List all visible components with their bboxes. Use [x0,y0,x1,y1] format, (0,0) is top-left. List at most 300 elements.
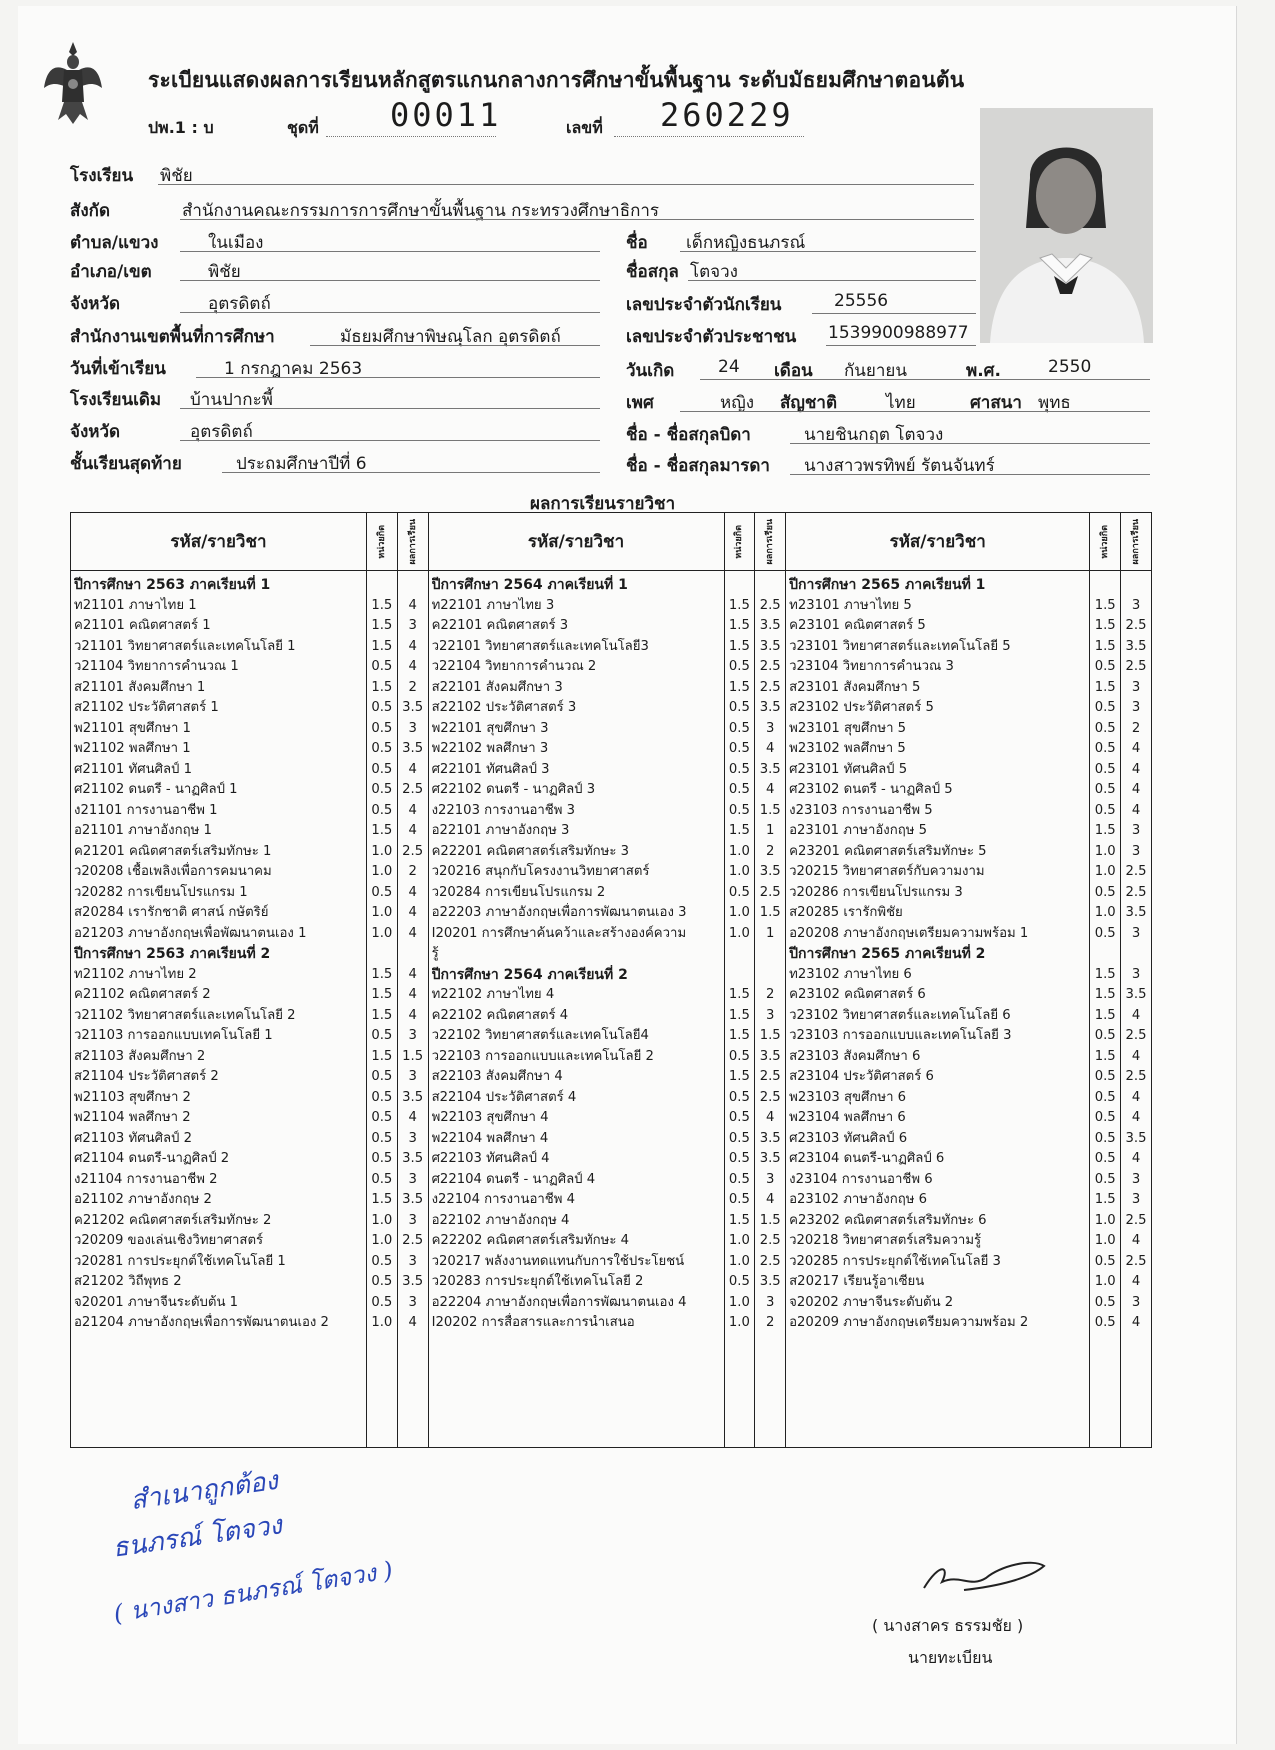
subject-entry: ว20284 การเขียนโปรแกรม 2 [431,884,606,900]
subject-entry: ส22101 สังคมศึกษา 3 [431,679,563,695]
district-value: พิชัย [208,262,241,282]
grade-value: 1 [766,823,775,838]
term-heading [1121,575,1151,596]
grade-value: 3 [408,1130,417,1146]
term-heading: ปีการศึกษา 2565 ภาคเรียนที่ 1 [789,577,986,593]
grade-value: 4 [408,1110,417,1125]
subject-entry: ง23104 การงานอาชีพ 6 [789,1171,933,1187]
area-label: สำนักงานเขตพื้นที่การศึกษา [70,327,275,347]
credits-col-3 [1090,571,1121,1448]
prev-province-label: จังหวัด [70,422,121,442]
prev-province-value: อุตรดิตถ์ [190,422,253,442]
credit-value: 1.5 [728,987,750,1002]
surname-value: โตจวง [690,262,738,282]
credit-value: 1.5 [728,679,750,695]
grades-col-3 [1121,571,1152,1448]
credit-value: 1.0 [728,1253,750,1269]
credit-value: 0.5 [1094,1253,1116,1269]
credit-value: 0.5 [1094,884,1116,900]
term-heading [398,944,428,965]
district-label: อำเภอ/เขต [70,262,152,282]
subject-entry: ส21202 วิถีพุทธ 2 [74,1274,182,1289]
col-header-credit: หน่วยกิต [734,524,745,559]
grade-value: 3 [408,1294,417,1310]
subject-entry: ท22102 ภาษาไทย 4 [431,987,555,1002]
grade-value: 3 [408,618,417,633]
grade-value: 3 [1131,925,1141,941]
subject-entry: ว23102 วิทยาศาสตร์และเทคโนโลยี 6 [789,1007,1011,1023]
credit-value: 0.5 [1094,1089,1116,1105]
grade-value: 3.5 [759,1274,781,1289]
set-number: 00011 [390,96,502,134]
grade-value: 4 [1131,782,1141,797]
credit-value: 0.5 [728,1048,750,1064]
grade-value: 3.5 [1125,987,1147,1002]
subject-entry: ศ22104 ดนตรี - นาฏศิลป์ 4 [431,1171,596,1187]
subject-entry: ส21103 สังคมศึกษา 2 [74,1048,206,1064]
school-value: พิชัย [160,166,193,186]
grade-value: 4 [1131,1007,1141,1023]
birth-year-label: พ.ศ. [966,361,1001,381]
grade-value: 3.5 [759,761,781,777]
subjects-col-2 [428,571,724,1448]
subject-entry: อ22102 ภาษาอังกฤษ 4 [431,1212,570,1228]
subject-entry: ว20216 สนุกกับโครงงานวิทยาศาสตร์ [431,864,650,879]
subject-entry: อ21101 ภาษาอังกฤษ 1 [74,823,212,838]
subject-entry: พ22102 พลศึกษา 3 [431,741,549,756]
credit-value: 1.0 [371,1315,393,1330]
grade-value: 4 [408,925,417,941]
grade-value: 4 [408,597,417,613]
credit-value: 1.0 [728,1315,750,1330]
grade-value: 1.5 [759,802,781,818]
credit-value: 1.5 [1094,1192,1116,1207]
credit-value: 0.5 [728,659,750,674]
subject-entry: ว20209 ของเล่นเชิงวิทยาศาสตร์ [74,1233,264,1248]
subject-entry: ค23202 คณิตศาสตร์เสริมทักษะ 6 [789,1212,987,1228]
term-heading: ปีการศึกษา 2563 ภาคเรียนที่ 1 [74,577,271,593]
credit-value: 0.5 [371,1110,393,1125]
subject-entry: ศ21104 ดนตรี-นาฏศิลป์ 2 [74,1151,230,1166]
subject-entry: I20201 การศึกษาค้นคว้าและสร้างองค์ความ [431,925,687,941]
credit-value: 1.0 [371,905,393,920]
student-id-value: 25556 [834,291,889,311]
credit-value: 0.5 [1094,1110,1116,1125]
subject-entry: พ21101 สุขศึกษา 1 [74,720,191,736]
credit-value: 0.5 [728,1274,750,1289]
grade-value: 2.5 [402,1233,424,1248]
subject-entry: ส22103 สังคมศึกษา 4 [431,1069,563,1084]
subject-entry: อ22101 ภาษาอังกฤษ 3 [431,823,570,838]
credit-value: 1.5 [371,618,393,633]
subject-entry: ท23102 ภาษาไทย 6 [789,966,912,982]
grade-value: 4 [1131,1048,1141,1064]
subject-entry: อ23101 ภาษาอังกฤษ 5 [789,823,927,838]
credit-value: 0.5 [728,1171,750,1187]
subject-entry: พ22103 สุขศึกษา 4 [431,1110,549,1125]
subject-entry: ว21103 การออกแบบเทคโนโลยี 1 [74,1028,273,1043]
school-label: โรงเรียน [70,166,134,186]
credit-value: 1.5 [728,618,750,633]
credit-value: 0.5 [1094,782,1116,797]
subject-entry: ท21101 ภาษาไทย 1 [74,597,197,613]
credit-value: 0.5 [1094,761,1116,777]
grade-value: 3.5 [402,1274,424,1289]
subject-entry: ว23103 การออกแบบและเทคโนโลยี 3 [789,1028,1012,1043]
grade-value: 3.5 [402,1151,424,1166]
subject-entry: ค21101 คณิตศาสตร์ 1 [74,618,211,633]
grade-value: 3.5 [402,700,424,715]
subject-entry: อ21204 ภาษาอังกฤษเพื่อการพัฒนาตนเอง 2 [74,1315,329,1330]
credits-col-2 [724,571,755,1448]
subject-entry: ว21104 วิทยาการคำนวณ 1 [74,659,239,674]
handwritten-signature-name: ธนภรณ์ โตจวง [110,1510,284,1564]
grade-value: 2 [766,843,775,859]
credit-value: 1.0 [728,905,750,920]
subject-entry: ค23102 คณิตศาสตร์ 6 [789,987,926,1002]
grade-value: 2.5 [1125,1253,1147,1269]
subject-entry: ส23104 ประวัติศาสตร์ 6 [789,1069,934,1084]
col-header-grade: ผลการเรียน [765,518,776,565]
credit-value: 1.0 [371,864,393,879]
credit-value: 0.5 [1094,802,1116,818]
document-title: ระเบียนแสดงผลการเรียนหลักสูตรแกนกลางการศึกษาขั้นพื้นฐาน ระดับมัธยมศึกษาตอนต้น [148,68,965,92]
subject-entry: พ21103 สุขศึกษา 2 [74,1089,191,1105]
grade-value: 1.5 [402,1048,424,1064]
enroll-date-value: 1 กรกฎาคม 2563 [224,359,363,379]
subject-entry: ส23102 ประวัติศาสตร์ 5 [789,700,934,715]
subject-entry: ว20217 พลังงานทดแทนกับการใช้ประโยชน์ [431,1253,685,1269]
subject-entry: ศ23103 ทัศนศิลป์ 6 [789,1130,908,1146]
subject-entry: อ22204 ภาษาอังกฤษเพื่อการพัฒนาตนเอง 4 [431,1294,687,1310]
subdistrict-label: ตำบล/แขวง [70,233,159,253]
subject-entry: ศ22101 ทัศนศิลป์ 3 [431,761,550,777]
subject-entry: ส20217 เรียนรู้อาเซียน [789,1274,925,1289]
credit-value: 1.5 [728,1007,750,1023]
term-heading [755,575,785,596]
handwritten-certified-copy: สำเนาถูกต้อง [128,1465,280,1517]
col-header-subject: รหัส/รายวิชา [71,513,367,571]
credit-value: 1.5 [1094,987,1116,1002]
subject-entry: ว22103 การออกแบบและเทคโนโลยี 2 [431,1048,654,1064]
last-grade-label: ชั้นเรียนสุดท้าย [70,454,182,474]
credit-value: 0.5 [728,1151,750,1166]
registrar-name: ( นางสาคร ธรรมชัย ) [872,1616,1024,1635]
grade-value: 4 [408,802,417,818]
grades-table [70,512,1152,1448]
subject-entry: ค23101 คณิตศาสตร์ 5 [789,618,926,633]
grade-value: 3.5 [1125,638,1147,654]
grade-value: 2.5 [1125,864,1147,879]
grade-value: 3 [408,1028,417,1043]
term-heading [1090,575,1120,596]
registrar-title: นายทะเบียน [908,1648,993,1667]
grade-value: 2.5 [759,659,781,674]
col-header-grade: ผลการเรียน [1131,518,1142,565]
grade-value: 2.5 [1125,618,1147,633]
subject-entry: ว20281 การประยุกต์ใช้เทคโนโลยี 1 [74,1253,286,1269]
affiliation-label: สังกัด [70,201,111,221]
prev-school-value: บ้านปากะพี้ [190,390,273,410]
term-heading [1121,944,1151,965]
student-id-label: เลขประจำตัวนักเรียน [626,295,782,315]
credit-value: 0.5 [1094,1069,1116,1084]
grade-value: 3 [1131,1192,1141,1207]
handwritten-full-name: ( นางสาว ธนภรณ์ โตจวง ) [111,1556,395,1628]
credit-value: 1.5 [728,638,750,654]
credit-value: 1.5 [371,966,393,982]
credit-value: 1.5 [1094,618,1116,633]
credit-value: 1.0 [728,1233,750,1248]
grade-value: 4 [408,966,417,982]
subjects-col-1 [71,571,367,1448]
grade-value: 3.5 [1125,1130,1147,1146]
credit-value: 0.5 [728,1089,750,1105]
credit-value: 1.5 [371,1048,393,1064]
credit-value: 1.0 [371,925,393,941]
grade-value: 4 [408,1007,417,1023]
grade-value: 2 [766,1315,775,1330]
subject-entry: ว22102 วิทยาศาสตร์และเทคโนโลยี4 [431,1028,649,1043]
grade-value: 2.5 [759,884,781,900]
subject-entry: ส21101 สังคมศึกษา 1 [74,679,206,695]
subject-entry: ส23101 สังคมศึกษา 5 [789,679,921,695]
subject-entry: ว20285 การประยุกต์ใช้เทคโนโลยี 3 [789,1253,1001,1269]
credit-value: 1.0 [371,843,393,859]
enroll-date-label: วันที่เข้าเรียน [70,359,166,379]
subject-entry: ศ22102 ดนตรี - นาฏศิลป์ 3 [431,782,596,797]
credit-value: 1.0 [1094,1274,1116,1289]
number-label: เลขที่ [566,118,603,137]
subject-entry: ว20218 วิทยาศาสตร์เสริมความรู้ [789,1233,982,1248]
col-header-subject: รหัส/รายวิชา [428,513,724,571]
credit-value: 0.5 [371,741,393,756]
subject-entry: ว20215 วิทยาศาสตร์กับความงาม [789,864,985,879]
birth-year-value: 2550 [1048,357,1092,377]
grade-value: 3 [1131,597,1141,613]
credit-value: 1.0 [728,864,750,879]
grade-value: 4 [1131,802,1141,818]
subject-entry: อ21203 ภาษาอังกฤษเพื่อพัฒนาตนเอง 1 [74,925,307,941]
grade-value: 4 [1131,1315,1141,1330]
grade-value: 3 [1131,679,1141,695]
grade-value: 2.5 [759,1089,781,1105]
subject-entry: อ22203 ภาษาอังกฤษเพื่อการพัฒนาตนเอง 3 [431,905,687,920]
subject-entry: ง22104 การงานอาชีพ 4 [431,1192,576,1207]
grade-value: 2.5 [759,1069,781,1084]
subject-entry: ค22202 คณิตศาสตร์เสริมทักษะ 4 [431,1233,629,1248]
subject-entry: ว23104 วิทยาการคำนวณ 3 [789,659,954,674]
subject-entry: ค22101 คณิตศาสตร์ 3 [431,618,569,633]
credit-value: 0.5 [371,1069,393,1084]
mother-label: ชื่อ - ชื่อสกุลมารดา [626,456,770,476]
grade-value: 4 [1131,1233,1141,1248]
credit-value [725,944,755,965]
grade-value: 3 [766,1007,775,1023]
col-header-subject: รหัส/รายวิชา [786,513,1090,571]
subject-entry: ศ23101 ทัศนศิลป์ 5 [789,761,908,777]
grade-value: 4 [766,741,775,756]
subdistrict-value: ในเมือง [208,233,264,253]
subject-entry: I20202 การสื่อสารและการนำเสนอ [431,1315,635,1330]
credit-value: 1.0 [728,1294,750,1310]
grade-value [755,944,785,965]
prev-school-label: โรงเรียนเดิม [70,390,162,410]
credit-value: 0.5 [728,782,750,797]
subject-entry: ว21102 วิทยาศาสตร์และเทคโนโลยี 2 [74,1007,296,1023]
grade-value: 2.5 [1125,659,1147,674]
grade-value: 3.5 [1125,905,1147,920]
grade-value: 3 [766,1294,775,1310]
credit-value: 1.5 [371,638,393,654]
credit-value: 0.5 [371,884,393,900]
grade-value: 4 [408,1315,417,1330]
birth-day-value: 24 [718,357,740,377]
credit-value: 1.5 [371,597,393,613]
credit-value: 1.5 [1094,679,1116,695]
col-header-grade: ผลการเรียน [407,518,418,565]
grade-value: 4 [766,1192,775,1207]
religion-value: พุทธ [1038,393,1071,413]
term-heading [367,575,397,596]
subject-entry: พ22101 สุขศึกษา 3 [431,720,549,736]
grade-value: 3 [1131,823,1141,838]
nationality-value: ไทย [886,393,916,413]
religion-label: ศาสนา [970,393,1022,413]
credit-value: 0.5 [371,659,393,674]
credit-value: 0.5 [728,720,750,736]
grade-value: 2.5 [402,843,424,859]
term-heading: ปีการศึกษา 2563 ภาคเรียนที่ 2 [74,946,271,962]
col-header-credit: หน่วยกิต [1100,524,1111,559]
grade-value: 3 [408,1069,417,1084]
credit-value: 1.0 [1094,905,1116,920]
subject-entry: ท22101 ภาษาไทย 3 [431,597,555,613]
subject-entry: พ23102 พลศึกษา 5 [789,741,906,756]
term-heading [755,965,785,986]
credit-value: 0.5 [728,761,750,777]
credit-value: 1.5 [1094,966,1116,982]
grade-value: 3.5 [759,1048,781,1064]
term-heading: ปีการศึกษา 2564 ภาคเรียนที่ 2 [431,966,628,983]
credit-value: 0.5 [371,1274,393,1289]
grade-value: 1.5 [759,905,781,920]
subject-entry: ค22102 คณิตศาสตร์ 4 [431,1007,569,1023]
subject-entry: อ23102 ภาษาอังกฤษ 6 [789,1192,927,1207]
grade-value: 3 [408,720,417,736]
grade-value: 4 [766,782,775,797]
subject-entry: ว20283 การประยุกต์ใช้เทคโนโลยี 2 [431,1274,644,1289]
credit-value: 0.5 [371,782,393,797]
subject-entry: อ21102 ภาษาอังกฤษ 2 [74,1192,212,1207]
subject-entry: ว22101 วิทยาศาสตร์และเทคโนโลยี3 [431,638,649,654]
grade-value: 2 [408,679,417,695]
subject-entry: ศ23102 ดนตรี - นาฏศิลป์ 5 [789,782,953,797]
credit-value: 0.5 [728,884,750,900]
grade-value: 4 [408,823,417,838]
credit-value: 0.5 [1094,1130,1116,1146]
subject-entry: ศ21102 ดนตรี - นาฏศิลป์ 1 [74,782,238,797]
student-photo [980,108,1153,343]
subject-entry: ว23101 วิทยาศาสตร์และเทคโนโลยี 5 [789,638,1011,654]
grade-value: 2 [766,987,775,1002]
grade-value: 3.5 [402,741,424,756]
term-heading [398,575,428,596]
credit-value: 0.5 [371,802,393,818]
garuda-emblem-icon [42,40,104,126]
subject-entry: จ20202 ภาษาจีนระดับต้น 2 [789,1294,954,1310]
term-heading [367,944,397,965]
subject-entry: พ21102 พลศึกษา 1 [74,741,191,756]
term-heading [725,575,755,596]
subject-entry: ค22201 คณิตศาสตร์เสริมทักษะ 3 [431,843,629,859]
grade-value: 3 [1131,700,1141,715]
nationality-label: สัญชาติ [780,393,837,413]
grade-value: 2.5 [759,1233,781,1248]
grade-value: 4 [1131,1089,1141,1105]
name-value: เด็กหญิงธนภรณ์ [686,233,806,253]
subject-entry: ส23103 สังคมศึกษา 6 [789,1048,921,1064]
credit-value: 0.5 [1094,1294,1116,1310]
father-label: ชื่อ - ชื่อสกุลบิดา [626,425,751,445]
grade-value: 3 [766,1171,775,1187]
credit-value: 0.5 [371,1171,393,1187]
set-label: ชุดที่ [287,118,319,137]
term-heading [1090,944,1120,965]
grade-value: 3.5 [402,1089,424,1105]
grade-value: 1 [766,925,775,941]
credit-value: 1.0 [371,1212,393,1228]
term-heading [725,965,755,986]
mother-value: นางสาวพรทิพย์ รัตนจันทร์ [804,456,995,476]
credit-value: 0.5 [1094,659,1116,674]
credit-value: 1.5 [728,1069,750,1084]
credit-value: 1.0 [1094,1233,1116,1248]
credit-value: 0.5 [728,741,750,756]
credit-value: 0.5 [1094,1315,1116,1330]
subject-entry: ท23101 ภาษาไทย 5 [789,597,912,613]
credit-value: 0.5 [1094,700,1116,715]
credit-value: 0.5 [371,1028,393,1043]
credit-value: 0.5 [371,1089,393,1105]
birth-month-label: เดือน [774,361,813,381]
grade-value: 2.5 [402,782,424,797]
subject-entry: พ23104 พลศึกษา 6 [789,1110,906,1125]
subjects-col-3 [786,571,1090,1448]
credit-value: 1.0 [1094,864,1116,879]
subject-entry: ส20284 เรารักชาติ ศาสน์ กษัตริย์ [74,905,269,920]
credit-value: 0.5 [1094,720,1116,736]
credit-value: 1.5 [728,1028,750,1043]
subject-entry: ง21101 การงานอาชีพ 1 [74,802,218,818]
subject-entry: ศ23104 ดนตรี-นาฏศิลป์ 6 [789,1151,945,1166]
subject-entry: ว20282 การเขียนโปรแกรม 1 [74,884,248,900]
grade-value: 4 [1131,1151,1141,1166]
grades-col-1 [397,571,428,1448]
subject-entry: ศ21103 ทัศนศิลป์ 2 [74,1130,192,1146]
credit-value: 0.5 [1094,925,1116,941]
credit-value: 1.5 [728,1212,750,1228]
credit-value: 1.5 [371,679,393,695]
grade-value: 4 [408,987,417,1002]
subject-entry: ค21202 คณิตศาสตร์เสริมทักษะ 2 [74,1212,272,1228]
grade-value: 3.5 [759,638,781,654]
subject-entry: พ21104 พลศึกษา 2 [74,1110,191,1125]
credit-value: 1.5 [1094,823,1116,838]
grade-value: 4 [1131,741,1141,756]
subject-entry: ค21201 คณิตศาสตร์เสริมทักษะ 1 [74,843,272,859]
grade-value: 2.5 [759,1253,781,1269]
